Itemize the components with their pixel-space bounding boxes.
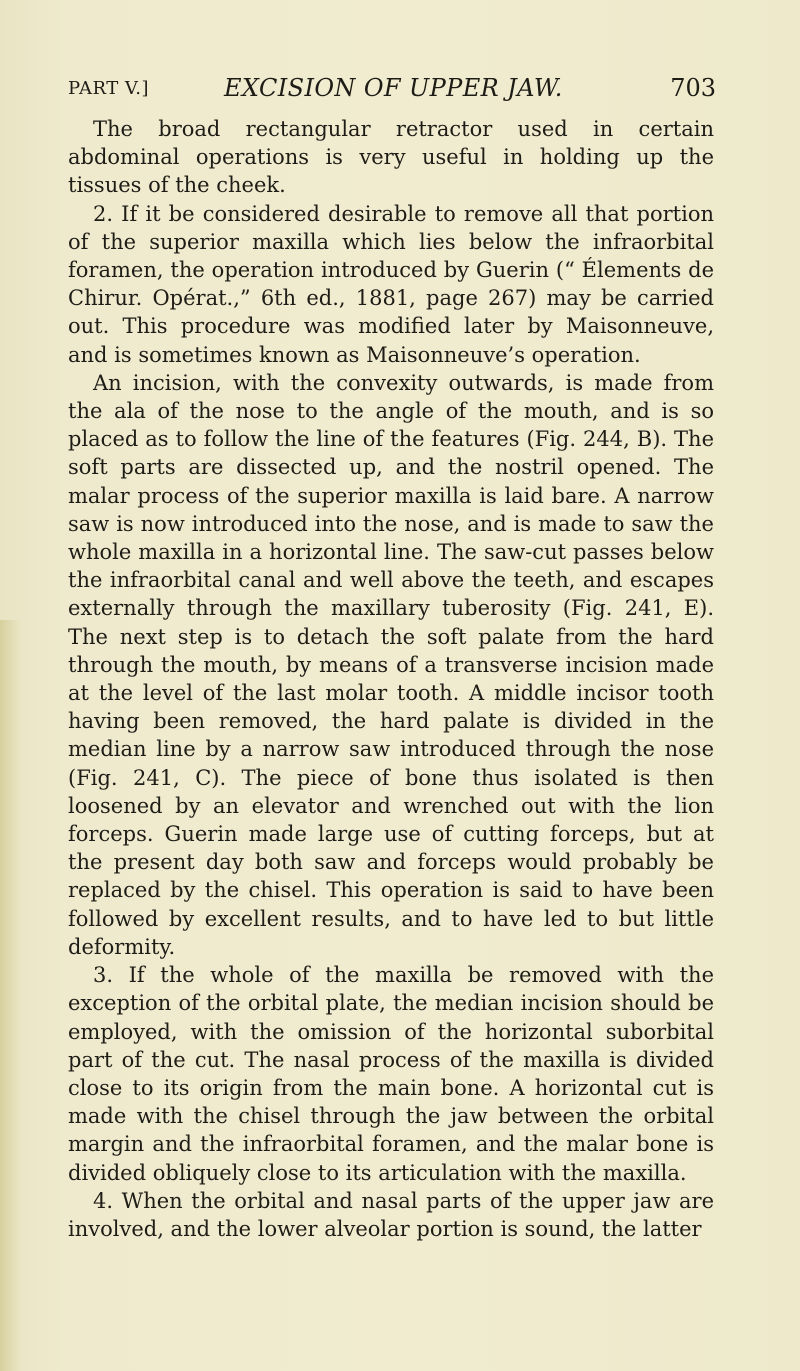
paragraph-whole-maxilla: 3. If the whole of the maxilla be removed with the exception of the orbital plate, the median incision should be employed, with the omission of the horizontal suborbital part of the cut. The nasal process of the maxilla is divided close to its origin from the main bone. A horizontal cut is made with the chisel through the jaw between the orbital margin and the infraorbital foramen, and the malar bone is divided obliquely close to its articulation with the maxilla. [68, 963, 714, 1185]
page-number: 703 [670, 74, 716, 102]
running-header [68, 66, 716, 106]
running-title: EXCISION OF UPPER JAW. [224, 74, 563, 102]
paragraph-guerin-operation: 2. If it be considered desirable to remove all that portion of the superior maxilla which lies below the infraorbital foramen, the operation introduced by Guerin (“ Élements de Chirur. Opérat.,” 6th ed., 1881, page 267) may be carried out. This procedure was modified later by Maisonneuve, and is sometimes known as Maisonneuve’s operation. [68, 201, 714, 367]
page-edge-shadow [0, 620, 22, 1371]
paragraph-incision-procedure: An incision, with the convexity outwards, is made from the ala of the nose to the angle of the mouth, and is so placed as to follow the line of the features (Fig. 244, B). The soft parts are dissected up, and the nostril opened. The malar process of the superior maxilla is laid bare. A narrow saw is now introduced into the nose, and is made to saw the whole maxilla in a horizontal line. The saw-cut passes below the infraorbital canal and well above the teeth, and escapes externally through the maxillary tuberosity (Fig. 241, E). The next step is to detach the soft palate from the hard through the mouth, by means of a transverse incision made at the level of the last molar tooth. A middle incisor tooth having been removed, the hard palate is divided in the median line by a narrow saw introduced through the nose (Fig. 241, C). The piece of bone thus isolated is then loosened by an elevator and wrenched out with the lion forceps. Guerin made large use of cutting forceps, but at the present day both saw and forceps would probably be replaced by the chisel. This operation is said to have been followed by excellent results, and to have led to but little deformity. [68, 370, 714, 959]
paragraph-retractor: The broad rectangular retractor used in certain abdominal operations is very useful in holding up the tissues of the cheek. [68, 117, 714, 198]
paragraph-orbital-nasal: 4. When the orbital and nasal parts of the upper jaw are involved, and the lower alveolar portion is sound, the latter [68, 1188, 714, 1241]
part-label: PART V.] [68, 78, 150, 99]
body-text [68, 115, 714, 1243]
